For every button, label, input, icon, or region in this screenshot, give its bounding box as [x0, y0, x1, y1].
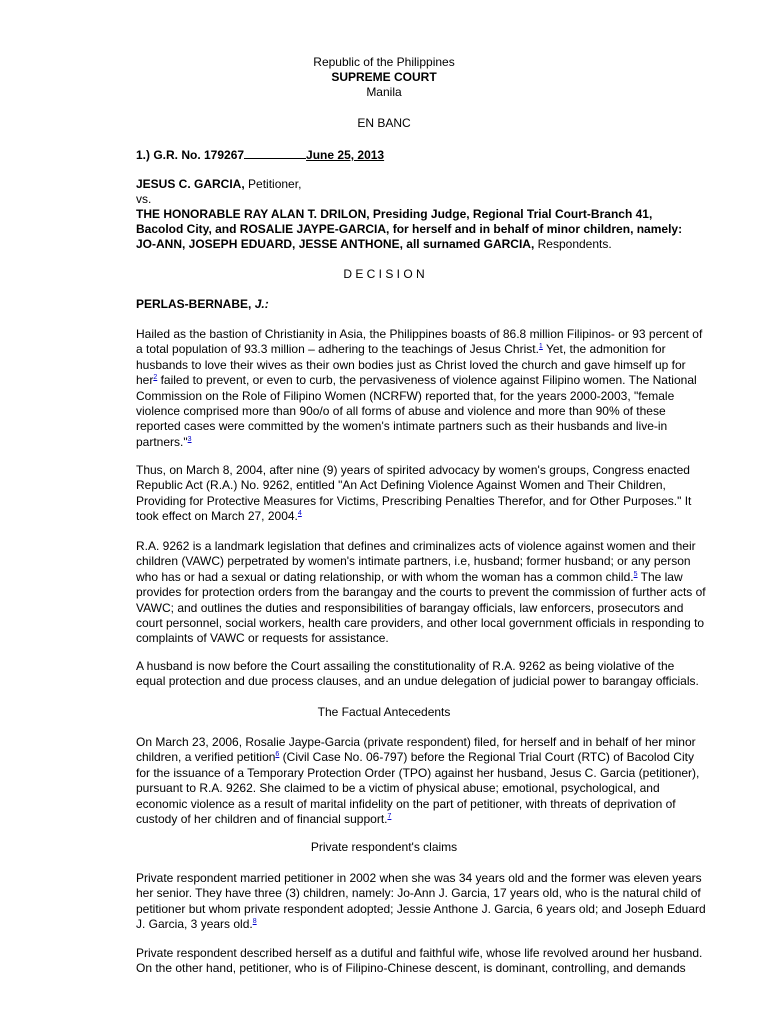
respondent-line-2: Bacolod City, and ROSALIE JAYPE-GARCIA, for herself and in behalf of minor children, namely: — [136, 222, 683, 236]
text-line: Republic Act (R.A.) No. 9262, entitled "An Act Defining Violence Against Women and Their Children, — [136, 478, 666, 493]
paragraph-4 — [136, 659, 720, 690]
footnote-link-8[interactable]: 8 — [252, 918, 257, 926]
text-line: for the issuance of a Temporary Protection Order (TPO) against her husband, Jesus C. Garcia (petitioner), — [136, 765, 700, 780]
paragraph-1 — [136, 327, 720, 450]
case-line — [136, 147, 384, 163]
footnote-link-1[interactable]: 1 — [538, 343, 543, 351]
respondent-role: Respondents. — [537, 237, 612, 251]
footnote-link-3[interactable]: 3 — [187, 435, 192, 443]
text-line: pursuant to R.A. 9262. She claimed to be a victim of physical abuse; emotional, psychological, and — [136, 781, 660, 796]
court-heading: SUPREME COURT — [331, 70, 437, 84]
footnote-link-7[interactable]: 7 — [387, 812, 392, 820]
text-line: reported cases were committed by the women's intimate partners such as their husbands and live-in — [136, 419, 668, 434]
case-number: 1.) G.R. No. 179267 — [136, 148, 245, 162]
text-line: her senior. They have three (3) children, namely: Jo-Ann J. Garcia, 17 years old, who is the natural child of — [136, 886, 701, 901]
petitioner-name: JESUS C. GARCIA, — [136, 177, 245, 191]
paragraph-2 — [136, 463, 720, 525]
text-line: J. Garcia, 3 years old.$^8$ — [136, 917, 257, 932]
text-line: petitioner but whom private respondent adopted; Jessie Anthone J. Garcia, 6 years old; and Joseph Eduard — [136, 901, 706, 916]
respondent-line-3: JO-ANN, JOSEPH EDUARD, JESSE ANTHONE, all surnamed GARCIA, — [136, 237, 535, 251]
footnote-link-5[interactable]: 5 — [633, 570, 638, 578]
respondent-line-3-wrap — [136, 237, 612, 252]
text-line: a total population of 93.3 million – adhering to the teachings of Jesus Christ.$^1$ Yet, the admonition for — [136, 342, 666, 357]
republic-heading: Republic of the Philippines — [313, 55, 455, 69]
paragraph-6 — [136, 871, 720, 933]
text-line: Private respondent described herself as a dutiful and faithful wife, whose life revolved around her husband. — [136, 946, 703, 960]
text-line: On the other hand, petitioner, who is of Filipino-Chinese descent, is dominant, controlling, and demands — [136, 961, 686, 976]
text-line: took effect on March 27, 2004.$^4$ — [136, 509, 302, 524]
ponente-line — [136, 297, 269, 312]
text-line: her$^2$ failed to prevent, or even to curb, the pervasiveness of violence against Filipino women. The National — [136, 373, 697, 388]
banc-heading: EN BANC — [357, 116, 411, 130]
text-line: Thus, on March 8, 2004, after nine (9) years of spirited advocacy by women's groups, Congress enacted — [136, 463, 690, 477]
paragraph-3 — [136, 539, 720, 647]
respondent-line-1: THE HONORABLE RAY ALAN T. DRILON, Presiding Judge, Regional Trial Court-Branch 41, — [136, 207, 653, 221]
city-heading: Manila — [366, 85, 402, 99]
ponente-title: J.: — [254, 297, 269, 311]
footnote-link-6[interactable]: 6 — [275, 751, 280, 759]
text-line: Hailed as the bastion of Christianity in Asia, the Philippines boasts of 86.8 million Filipinos- or 93 percent of — [136, 327, 703, 341]
text-line: court personnel, social workers, health care providers, and other local government officials in responding to — [136, 615, 705, 630]
petitioner-role: Petitioner, — [248, 177, 302, 191]
text-line: R.A. 9262 is a landmark legislation that defines and criminalizes acts of violence against women and their — [136, 539, 696, 553]
text-line: economic violence as a result of marital infidelity on the part of petitioner, with threats of deprivation of — [136, 796, 676, 811]
paragraph-7 — [136, 946, 720, 977]
decision-title: D E C I S I O N — [343, 267, 425, 281]
text-line: custody of her children and of financial support.$^7$ — [136, 811, 392, 826]
factual-antecedents-heading: The Factual Antecedents — [317, 705, 451, 719]
case-separator — [244, 147, 276, 159]
case-date: June 25, 2013 — [306, 148, 385, 162]
text-line: VAWC; and outlines the duties and responsibilities of barangay officials, law enforcers, prosecutors and — [136, 600, 684, 615]
text-line: children, a verified petition$^6$ (Civil Case No. 06-797) before the Regional Trial Court (RTC) of Bacolod City — [136, 750, 694, 765]
text-line: Private respondent married petitioner in 2002 when she was 34 years old and the former was eleven years — [136, 871, 702, 885]
text-line: Providing for Protective Measures for Victims, Prescribing Penalties Therefor, and for Other Purposes." It — [136, 493, 692, 508]
text-line: violence comprised more than 90o/o of all forms of abuse and violence and more than 90% of these — [136, 403, 666, 418]
text-line: partners."$^3$ — [136, 434, 192, 449]
text-line: On March 23, 2006, Rosalie Jaype-Garcia (private respondent) filed, for herself and in behalf of her minor — [136, 735, 696, 749]
ponente-name: PERLAS-BERNABE, — [136, 297, 252, 311]
private-respondent-claims-heading: Private respondent's claims — [310, 840, 458, 854]
text-line: who has or had a sexual or dating relationship, or with whom the woman has a common child.$^5$ The law — [136, 569, 683, 584]
text-line: husbands to love their wives as their own bodies just as Christ loved the church and gave himself up for — [136, 357, 686, 372]
text-line: equal protection and due process clauses, and an undue delegation of judicial power to barangay officials. — [136, 674, 699, 689]
paragraph-5 — [136, 735, 720, 827]
text-line: Commission on the Role of Filipino Women (NCRFW) reported that, for the years 2000-2003, "female — [136, 388, 675, 403]
text-line: complaints of VAWC or requests for assistance. — [136, 631, 389, 646]
text-line: provides for protection orders from the barangay and the courts to prevent the commission of further acts of — [136, 585, 706, 600]
text-line: children (VAWC) perpetrated by women's intimate partners, i.e, husband; former husband; or any person — [136, 554, 691, 569]
footnote-link-2[interactable]: 2 — [153, 374, 158, 382]
text-line: A husband is now before the Court assailing the constitutionality of R.A. 9262 as being violative of the — [136, 659, 675, 673]
petitioner-line — [136, 177, 301, 192]
versus-text: vs. — [136, 192, 152, 206]
footnote-link-4[interactable]: 4 — [297, 510, 302, 518]
